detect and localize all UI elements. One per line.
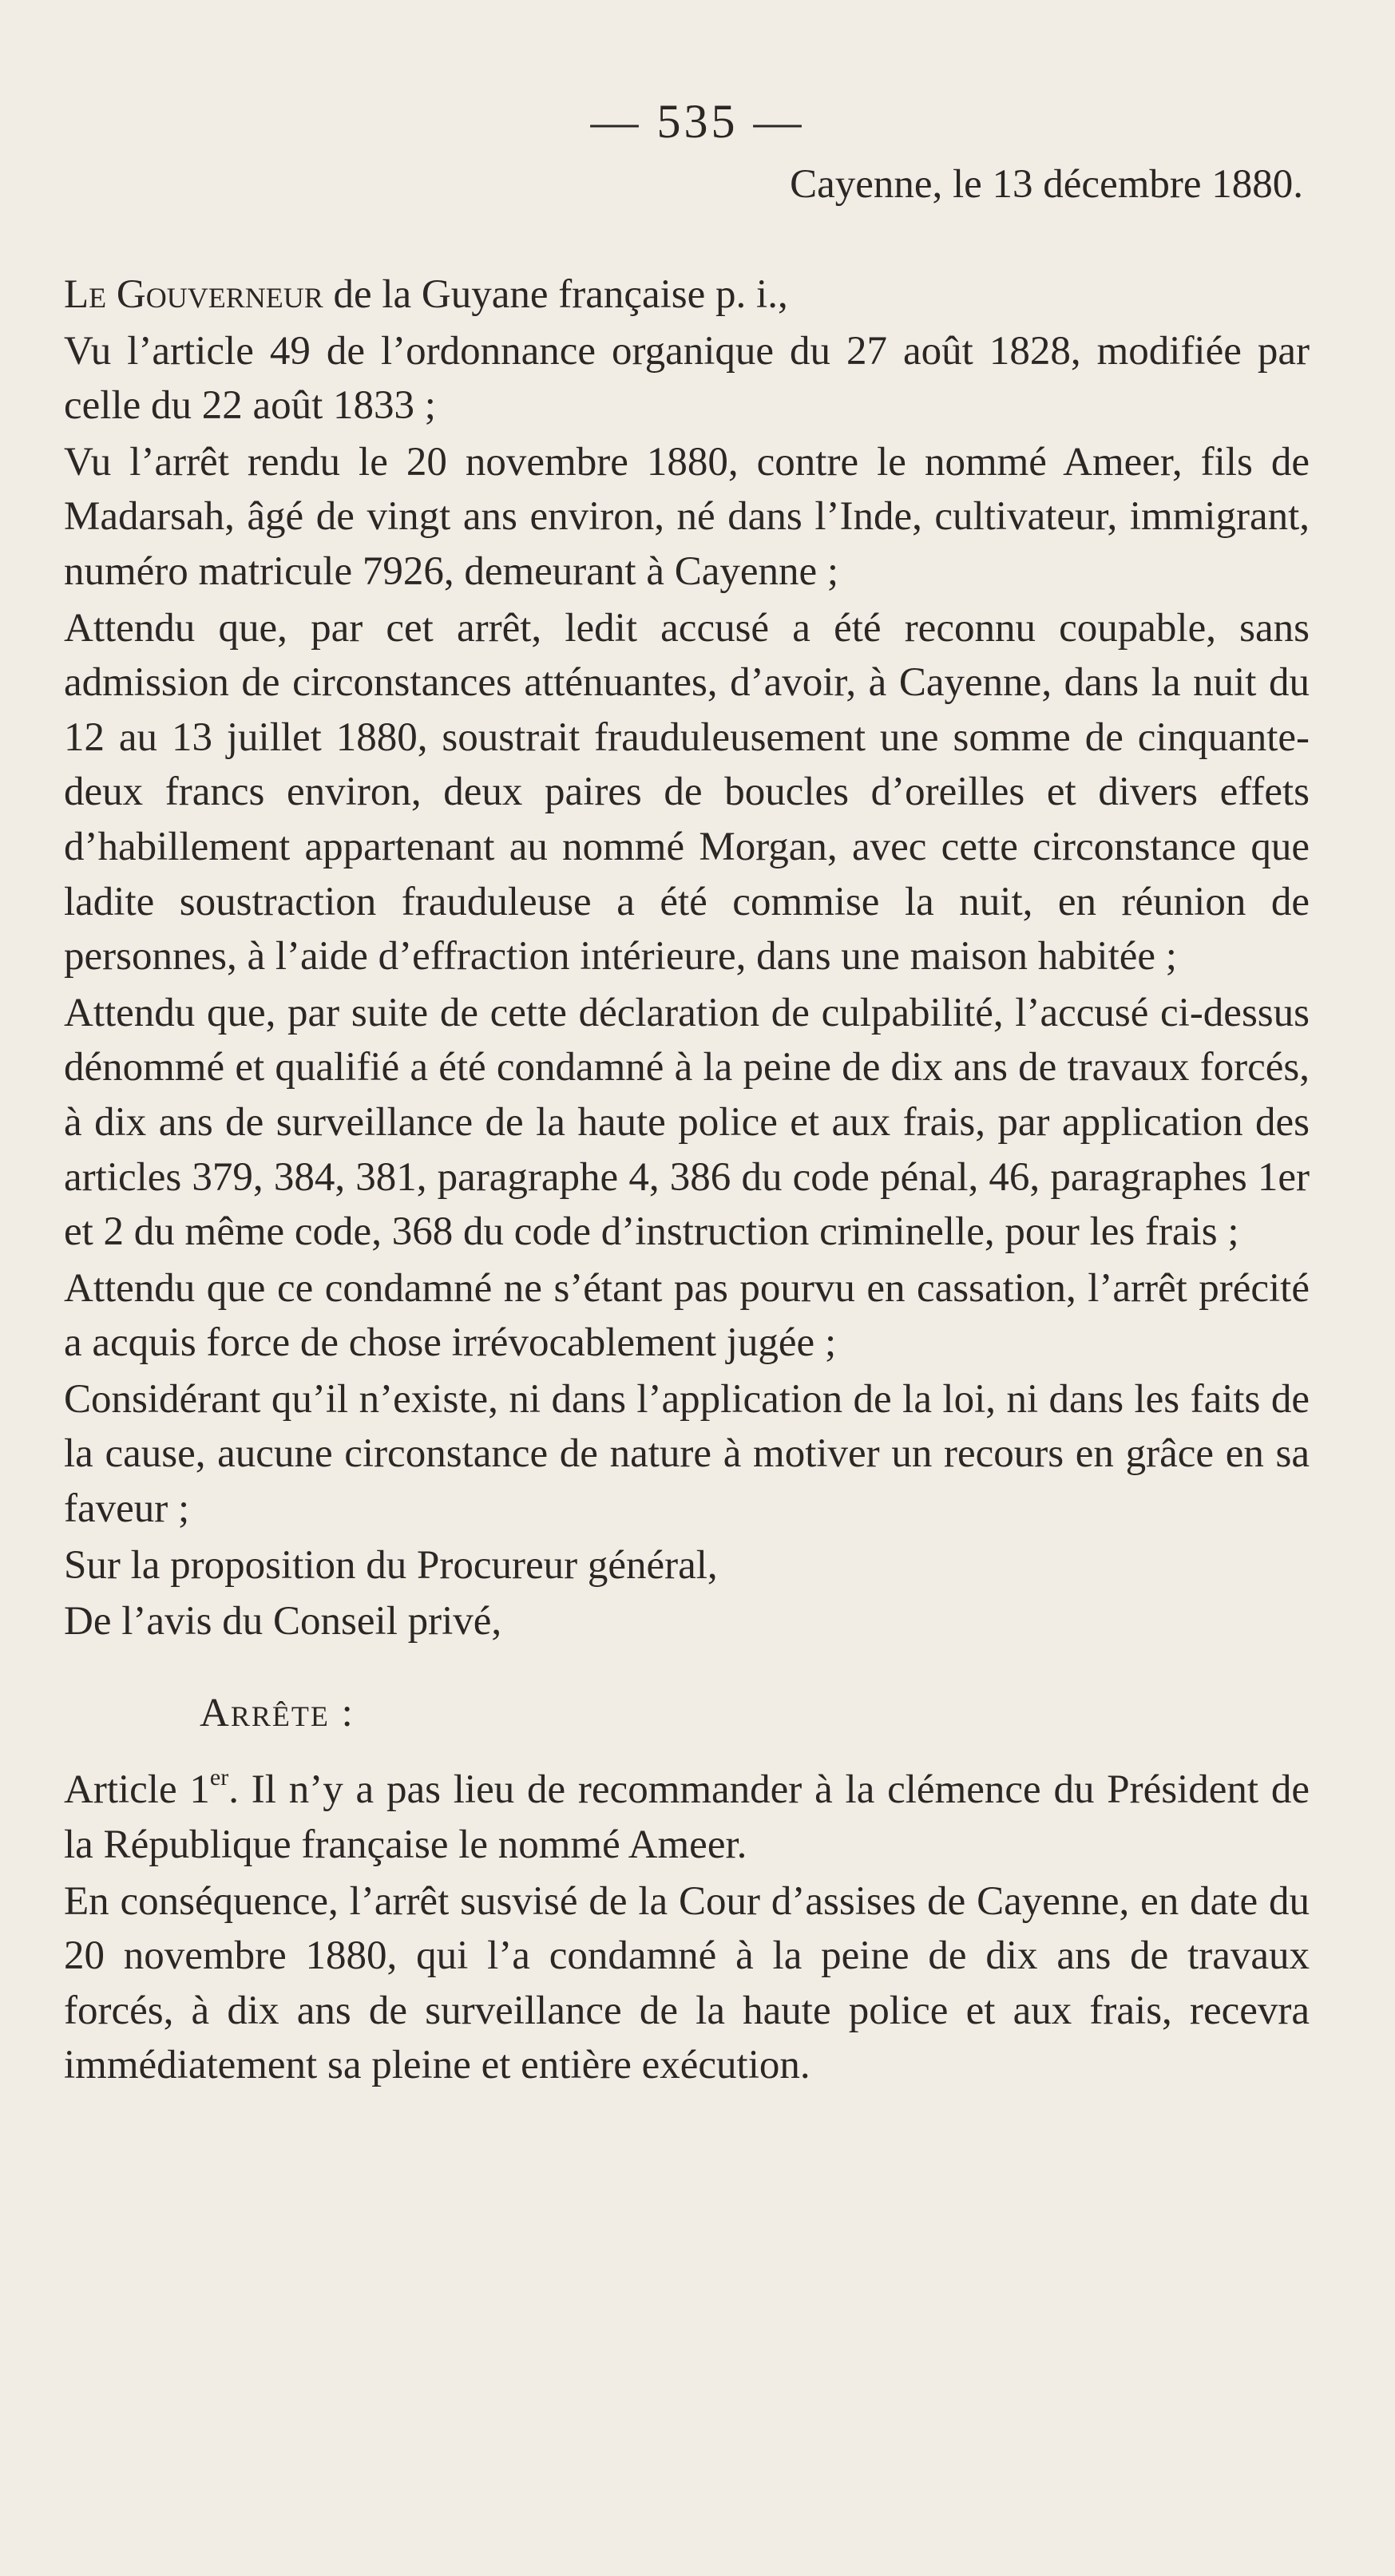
body-text: [64, 267, 1310, 2095]
considerant-8: De l’avis du Conseil privé,: [64, 1599, 502, 1644]
dateline: Cayenne, le 13 décembre 1880.: [790, 162, 1303, 207]
heading-rest: de la Guyane française p. i.,: [323, 272, 788, 317]
article-label: Article 1: [64, 1767, 210, 1813]
heading-line: [64, 267, 1310, 322]
considerant-4: Attendu que, par suite de cette déclaration de culpabilité, l’accusé ci-dessus dénommé et qualifié a été condamné à la peine de dix ans de travaux forcés, à dix ans de surveillance de la haute police et aux frais, par application des articles 379, 384, 381, paragraphe 4, 386 du code pénal, 46, paragraphes 1er et 2 du même code, 368 du code d’instruction criminelle, pour les frais ;: [64, 990, 1310, 1255]
article-text: . Il n’y a pas lieu de recommander à la clémence du Président de la République française le nommé Ameer.: [64, 1767, 1310, 1868]
considerant-2: Vu l’arrêt rendu le 20 novembre 1880, contre le nommé Ameer, fils de Madarsah, âgé de vingt ans environ, né dans l’Inde, cultivateur, immigrant, numéro matricule 7926, demeurant à Cayenne ;: [64, 439, 1310, 594]
heading-governor: Le Gouverneur: [64, 272, 323, 317]
article-1: [64, 1763, 1310, 1872]
considerant-6: Considérant qu’il n’existe, ni dans l’application de la loi, ni dans les faits de la cause, aucune circonstance de nature à motiver un recours en grâce en sa faveur ;: [64, 1376, 1310, 1532]
arrete-heading: Arrête :: [200, 1690, 355, 1735]
considerant-1: Vu l’article 49 de l’ordonnance organique du 27 août 1828, modifiée par celle du 22 août 1833 ;: [64, 328, 1310, 429]
consequence-paragraph: En conséquence, l’arrêt susvisé de la Cour d’assises de Cayenne, en date du 20 novembre 1880, qui l’a condamné à la peine de dix ans de travaux forcés, à dix ans de surveillance de la haute police et aux frais, recevra immédiatement sa pleine et entière exécution.: [64, 1878, 1310, 2088]
considerant-7: Sur la proposition du Procureur général,: [64, 1542, 718, 1588]
considerant-3: Attendu que, par cet arrêt, ledit accusé a été reconnu coupable, sans admission de circonstances atténuantes, d’avoir, à Cayenne, dans la nuit du 12 au 13 juillet 1880, soustrait frauduleusement une somme de cinquante-deux francs environ, deux paires de boucles d’oreilles et divers effets d’habillement appartenant au nommé Morgan, avec cette circonstance que ladite soustraction frauduleuse a été commise la nuit, en réunion de personnes, à l’aide d’effraction intérieure, dans une maison habitée ;: [64, 605, 1310, 979]
article-label-sup: er: [209, 1764, 229, 1791]
considerant-5: Attendu que ce condamné ne s’étant pas pourvu en cassation, l’arrêt précité a acquis force de chose irrévocablement jugée ;: [64, 1265, 1310, 1366]
page-number: — 535 —: [590, 95, 805, 148]
